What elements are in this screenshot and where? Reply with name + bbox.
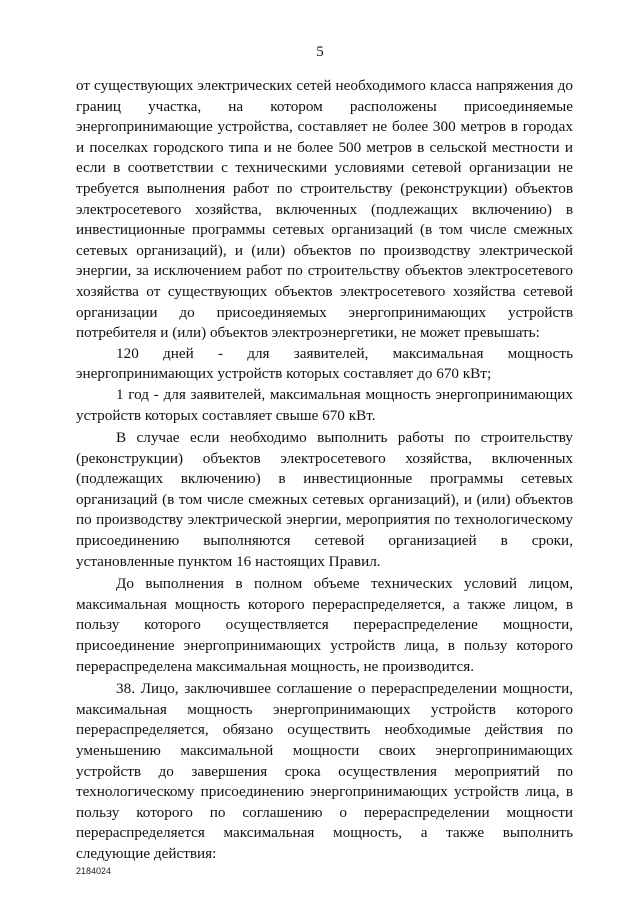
paragraph-before-fulfillment: До выполнения в полном объеме технических условий лицом, максимальная мощность которого перераспределяется, а также лицом, в пользу которого осуществляется перераспределение мощности, присоединение энергопринимающих устройств лица, в пользу которого перераспределена максимальная мощность, не производится. [76,575,573,675]
document-code: 2184024 [76,866,112,876]
paragraph-continuation: от существующих электрических сетей необходимого класса напряжения до границ участка, на котором расположены присоединяемые энергопринимающие устройства, составляет не более 300 метров в городах и поселках городского типа и не более 500 метров в сельской местности и если в соответствии с техническими условиями сетевой организации не требуется выполнения работ по строительству (реконструкции) объектов электросетевого хозяйства, включенных (подлежащих включению) в инвестиционные программы сетевых организаций (в том числе смежных сетевых организаций), и (или) объектов по производству электрической энергии, за исключением работ по строительству объектов электросетевого хозяйства от существующих объектов электросетевого хозяйства сетевой организации до присоединяемых энергопринимающих устройств потребителя и (или) объектов электроэнергетики, не может превышать: [76,77,573,342]
document-body [76,76,573,865]
paragraph-term-120-days: 120 дней - для заявителей, максимальная мощность энергопринимающих устройств которых составляет до 670 кВт; [76,344,573,383]
paragraph-clause-38: 38. Лицо, заключившее соглашение о перераспределении мощности, максимальная мощность энергопринимающих устройств которого перераспределяется, обязано осуществить необходимые действия по уменьшению максимальной мощности своих энергопринимающих устройств до завершения срока осуществления мероприятий по технологическому присоединению энергопринимающих устройств лица, в пользу которого по соглашению о перераспределении мощности перераспределяется максимальная мощность, а также выполнить следующие действия: [76,680,573,862]
paragraph-construction-case: В случае если необходимо выполнить работы по строительству (реконструкции) объектов электросетевого хозяйства, включенных (подлежащих включению) в инвестиционные программы сетевых организаций (в том числе смежных сетевых организаций), и (или) объектов по производству электрической энергии, мероприятия по технологическому присоединению выполняются сетевой организацией в сроки, установленные пунктом 16 настоящих Правил. [76,429,573,570]
paragraph-term-1-year: 1 год - для заявителей, максимальная мощность энергопринимающих устройств которых составляет свыше 670 кВт. [76,385,573,424]
page-number: 5 [316,44,324,60]
